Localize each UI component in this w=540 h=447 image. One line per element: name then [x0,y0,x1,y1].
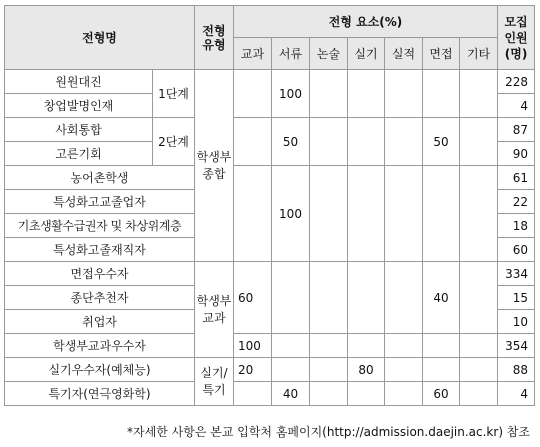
type-label: 실기/ 특기 [195,358,234,406]
cell [460,262,498,334]
cell [460,118,498,166]
cell [460,70,498,118]
quota-cell: 61 [498,166,535,190]
cell [348,334,385,358]
value-cell: 100 [272,70,310,118]
row-name: 취업자 [5,310,195,334]
quota-cell: 354 [498,334,535,358]
row-name: 창업발명인재 [5,94,153,118]
cell [234,70,272,118]
cell [460,358,498,382]
cell [423,358,460,382]
header-type: 전형 유형 [195,6,234,70]
quota-cell: 10 [498,310,535,334]
cell [348,70,385,118]
quota-cell: 4 [498,382,535,406]
row-name: 실기우수자(예체능) [5,358,195,382]
quota-cell: 18 [498,214,535,238]
header-name: 전형명 [5,6,195,70]
row-name: 특기자(연극영화학) [5,382,195,406]
quota-cell: 88 [498,358,535,382]
row-name: 사회통합 [5,118,153,142]
quota-cell: 334 [498,262,535,286]
row-name: 고른기회 [5,142,153,166]
value-cell: 60 [423,382,460,406]
table-row [5,166,535,190]
table-row [5,334,535,358]
quota-cell: 90 [498,142,535,166]
cell [310,382,348,406]
cell [460,166,498,262]
row-name: 면접우수자 [5,262,195,286]
cell [234,166,272,262]
table-row [5,262,535,286]
footnote: *자세한 사항은 본교 입학처 홈페이지(http://admission.daejin.ac.kr) 참조 [127,425,530,439]
cell [272,334,310,358]
row-name: 학생부교과우수자 [5,334,195,358]
header-record: 실적 [385,38,423,70]
cell [348,118,385,166]
value-cell: 50 [272,118,310,166]
cell [385,118,423,166]
cell [272,358,310,382]
value-cell: 40 [272,382,310,406]
header-practical: 실기 [348,38,385,70]
cell [348,262,385,334]
type-label: 학생부 종합 [195,70,234,262]
value-cell: 100 [234,334,272,358]
header-elements: 전형 요소(%) [234,6,498,38]
row-name: 특성화고졸재직자 [5,238,195,262]
cell [234,382,272,406]
cell [385,358,423,382]
header-other: 기타 [460,38,498,70]
table-row [5,382,535,406]
admission-criteria-table [4,5,535,406]
value-cell: 60 [234,262,272,334]
stage-label: 2단계 [153,118,195,166]
quota-cell: 15 [498,286,535,310]
cell [423,70,460,118]
quota-cell: 228 [498,70,535,94]
cell [348,382,385,406]
header-interview: 면접 [423,38,460,70]
cell [385,382,423,406]
cell [385,166,423,262]
cell [385,70,423,118]
cell [272,262,310,334]
header-subject: 교과 [234,38,272,70]
value-cell: 50 [423,118,460,166]
quota-cell: 22 [498,190,535,214]
cell [385,262,423,334]
stage-label: 1단계 [153,70,195,118]
row-name: 원원대진 [5,70,153,94]
row-name: 농어촌학생 [5,166,195,190]
table-row [5,358,535,382]
cell [348,166,385,262]
cell [234,118,272,166]
cell [310,262,348,334]
cell [310,166,348,262]
header-documents: 서류 [272,38,310,70]
value-cell: 80 [348,358,385,382]
quota-cell: 4 [498,94,535,118]
cell [385,334,423,358]
cell [310,334,348,358]
cell [460,334,498,358]
row-name: 종단추천자 [5,286,195,310]
header-essay: 논술 [310,38,348,70]
cell [423,166,460,262]
cell [460,382,498,406]
value-cell: 20 [234,358,272,382]
quota-cell: 87 [498,118,535,142]
type-label: 학생부 교과 [195,262,234,358]
value-cell: 100 [272,166,310,262]
cell [310,70,348,118]
quota-cell: 60 [498,238,535,262]
header-quota: 모집 인원 (명) [498,6,535,70]
cell [310,118,348,166]
cell [310,358,348,382]
row-name: 특성화고교졸업자 [5,190,195,214]
table-row [5,70,535,94]
value-cell: 40 [423,262,460,334]
row-name: 기초생활수급권자 및 차상위계층 [5,214,195,238]
table-row [5,118,535,142]
cell [423,334,460,358]
